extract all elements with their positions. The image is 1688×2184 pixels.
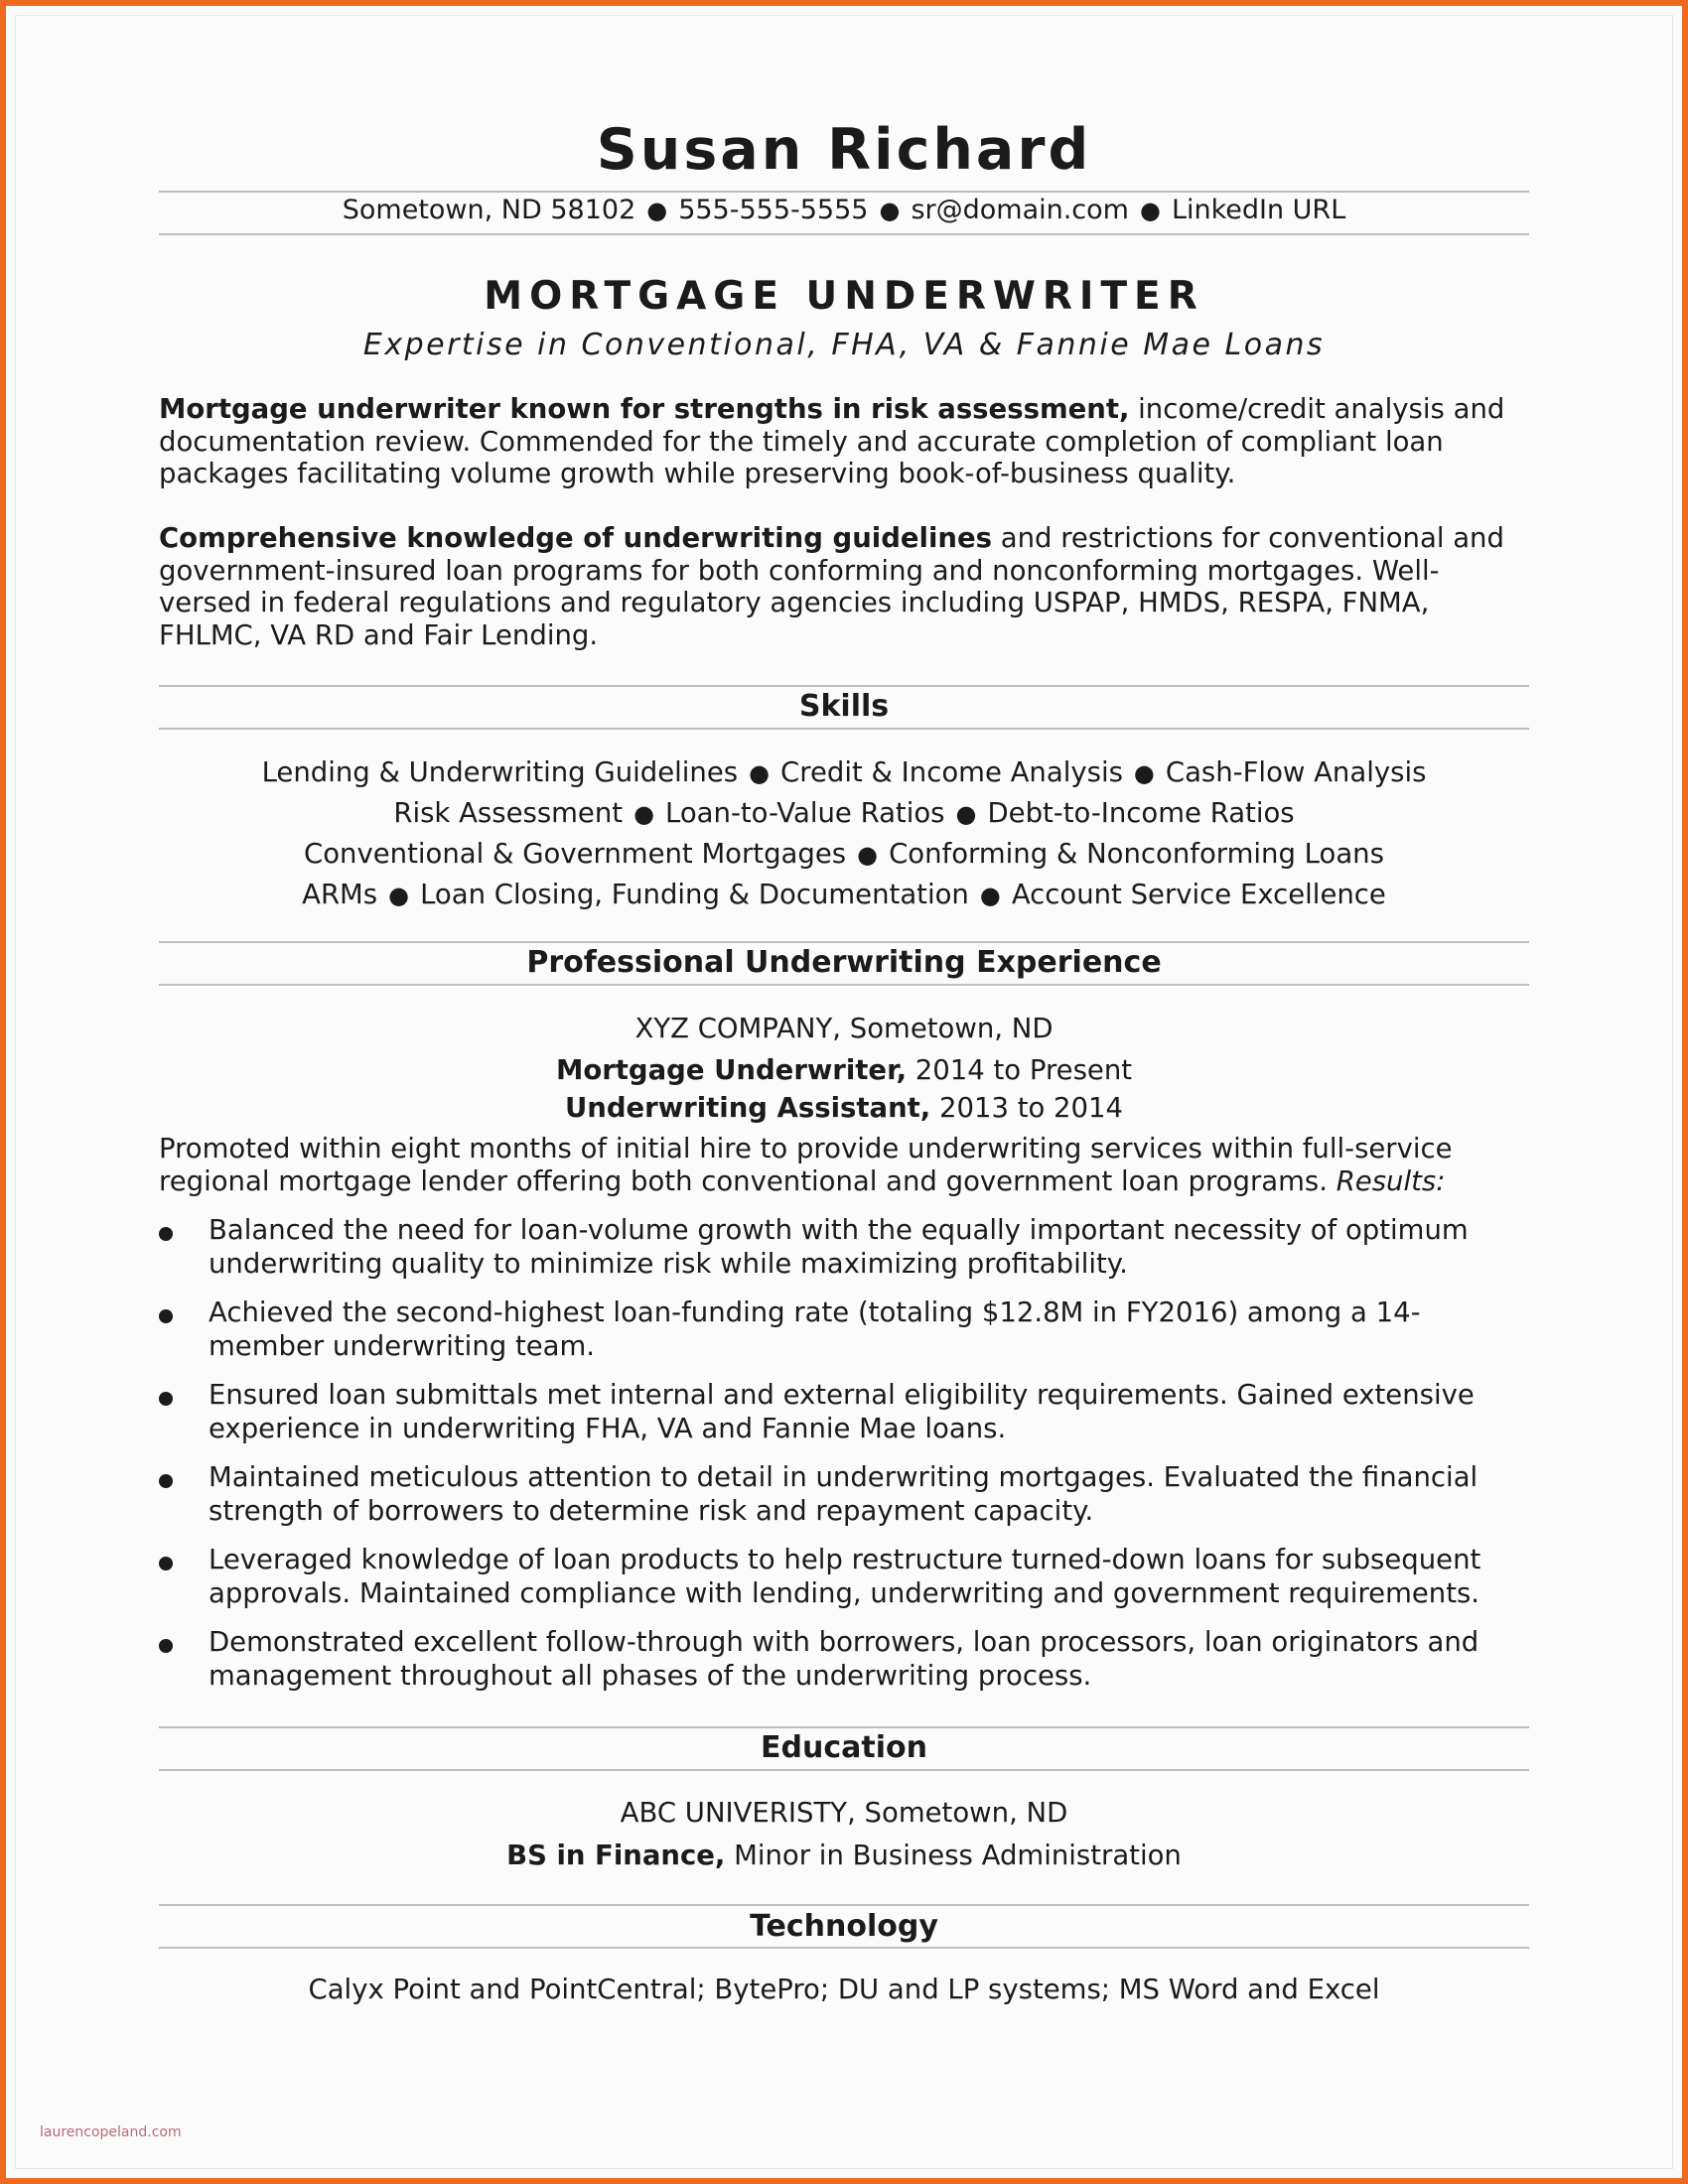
divider <box>159 1769 1529 1771</box>
role-line-2 <box>159 1092 1529 1124</box>
degree-minor: Minor in Business Administration <box>725 1840 1182 1871</box>
candidate-name: Susan Richard <box>596 117 1092 183</box>
bullet-separator: ● <box>857 841 879 869</box>
achievement-text: Ensured loan submittals met internal and external eligibility requirements. Gained extensive experience in underwriting FHA, VA and Fannie Mae loans. <box>209 1379 1475 1444</box>
divider <box>159 685 1529 687</box>
experience-intro-text: Promoted within eight months of initial hire to provide underwriting services within full-service regional mortgage lender offering both conventional and government loan programs. <box>159 1133 1453 1197</box>
role-2-title: Underwriting Assistant, <box>564 1092 931 1124</box>
skill-item: Lending & Underwriting Guidelines <box>261 756 739 788</box>
list-item <box>159 1460 1529 1528</box>
bullet-separator: ● <box>1139 197 1161 224</box>
contact-address: Sometown, ND 58102 <box>342 195 636 225</box>
bullet-separator: ● <box>388 882 410 909</box>
bullet-icon <box>159 1557 173 1570</box>
role-subtitle: Expertise in Conventional, FHA, VA & Fannie Mae Loans <box>362 328 1326 362</box>
contact-line <box>159 195 1529 225</box>
degree-line <box>159 1840 1529 1871</box>
technology-heading: Technology <box>750 1909 938 1944</box>
divider <box>159 728 1529 730</box>
achievement-text: Achieved the second-highest loan-funding rate (totaling $12.8M in FY2016) among a 14-member underwriting team. <box>209 1297 1421 1362</box>
school-line: ABC UNIVERISTY, Sometown, ND <box>620 1797 1068 1829</box>
summary-2-text: and restrictions for conventional and government-insured loan programs for both conforming and nonconforming mortgages. Well-versed in federal regulations and regulatory agencies including USPAP, HMDS, RESPA, FNMA, FHLMC, VA RD and Fair Lending. <box>159 522 1504 651</box>
bullet-icon <box>159 1392 173 1406</box>
watermark: laurencopeland.com <box>40 2124 182 2140</box>
contact-linkedin[interactable]: LinkedIn URL <box>1171 195 1346 225</box>
degree-title: BS in Finance, <box>506 1840 726 1871</box>
skills-row <box>159 875 1529 915</box>
contact-email[interactable]: sr@domain.com <box>911 195 1129 225</box>
achievement-text: Leveraged knowledge of loan products to help restructure turned-down loans for subsequent approvals. Maintained compliance with lending, underwriting and government requirements. <box>209 1544 1481 1609</box>
skill-item: Risk Assessment <box>393 797 624 829</box>
list-item <box>159 1625 1529 1693</box>
bullet-separator: ● <box>1133 759 1155 787</box>
education-heading: Education <box>761 1730 927 1765</box>
divider <box>159 1947 1529 1949</box>
divider <box>159 941 1529 943</box>
summary-2-lead: Comprehensive knowledge of underwriting guidelines <box>159 522 992 554</box>
achievement-text: Demonstrated excellent follow-through with borrowers, loan processors, loan originators and management throughout all phases of the underwriting process. <box>209 1626 1479 1692</box>
list-item <box>159 1378 1529 1445</box>
skill-item: Loan-to-Value Ratios <box>665 797 945 829</box>
bullet-separator: ● <box>646 197 668 224</box>
divider <box>159 191 1529 193</box>
skills-heading: Skills <box>798 689 890 724</box>
skill-item: ARMs <box>302 879 378 910</box>
bullet-icon <box>159 1309 173 1323</box>
company-line: XYZ COMPANY, Sometown, ND <box>634 1013 1054 1044</box>
list-item <box>159 1296 1529 1363</box>
divider <box>159 1904 1529 1906</box>
bullet-separator: ● <box>633 800 655 828</box>
bullet-separator: ● <box>979 882 1001 909</box>
achievement-text: Balanced the need for loan-volume growth with the equally important necessity of optimum underwriting quality to minimize risk while maximizing profitability. <box>209 1214 1469 1280</box>
skill-item: Debt-to-Income Ratios <box>987 797 1295 829</box>
bullet-icon <box>159 1474 173 1488</box>
list-item <box>159 1543 1529 1610</box>
divider <box>159 233 1529 235</box>
achievements-list <box>159 1213 1529 1707</box>
skill-item: Account Service Excellence <box>1011 879 1386 910</box>
bullet-separator: ● <box>879 197 901 224</box>
role-1-dates: 2014 to Present <box>907 1054 1133 1086</box>
skill-item: Conventional & Government Mortgages <box>304 838 847 870</box>
bullet-separator: ● <box>749 759 771 787</box>
divider <box>159 1726 1529 1728</box>
skills-list <box>159 752 1529 915</box>
skill-item: Credit & Income Analysis <box>780 756 1123 788</box>
divider <box>159 984 1529 986</box>
summary-paragraph-1 <box>159 393 1529 490</box>
role-title: MORTGAGE UNDERWRITER <box>484 274 1204 319</box>
role-line-1 <box>159 1054 1529 1086</box>
skill-item: Cash-Flow Analysis <box>1165 756 1427 788</box>
experience-heading: Professional Underwriting Experience <box>526 945 1162 980</box>
bullet-separator: ● <box>955 800 977 828</box>
skill-item: Conforming & Nonconforming Loans <box>889 838 1384 870</box>
bullet-icon <box>159 1639 173 1653</box>
summary-1-lead: Mortgage underwriter known for strengths in risk assessment, <box>159 393 1130 425</box>
contact-phone: 555-555-5555 <box>678 195 869 225</box>
skill-item: Loan Closing, Funding & Documentation <box>420 879 969 910</box>
skills-row <box>159 834 1529 875</box>
summary-paragraph-2 <box>159 522 1529 651</box>
role-2-dates: 2013 to 2014 <box>930 1092 1124 1124</box>
bullet-icon <box>159 1227 173 1241</box>
list-item <box>159 1213 1529 1281</box>
achievement-text: Maintained meticulous attention to detail in underwriting mortgages. Evaluated the financial strength of borrowers to determine risk and repayment capacity. <box>209 1461 1478 1527</box>
skills-row <box>159 793 1529 834</box>
results-label: Results: <box>1336 1164 1446 1197</box>
technology-line: Calyx Point and PointCentral; BytePro; DU and LP systems; MS Word and Excel <box>308 1974 1380 2005</box>
experience-intro <box>159 1133 1529 1197</box>
summary-1-text: income/credit analysis and documentation review. Commended for the timely and accurate completion of compliant loan packages facilitating volume growth while preserving book-of-business quality. <box>159 393 1505 489</box>
skills-row <box>159 752 1529 793</box>
role-1-title: Mortgage Underwriter, <box>555 1054 908 1086</box>
